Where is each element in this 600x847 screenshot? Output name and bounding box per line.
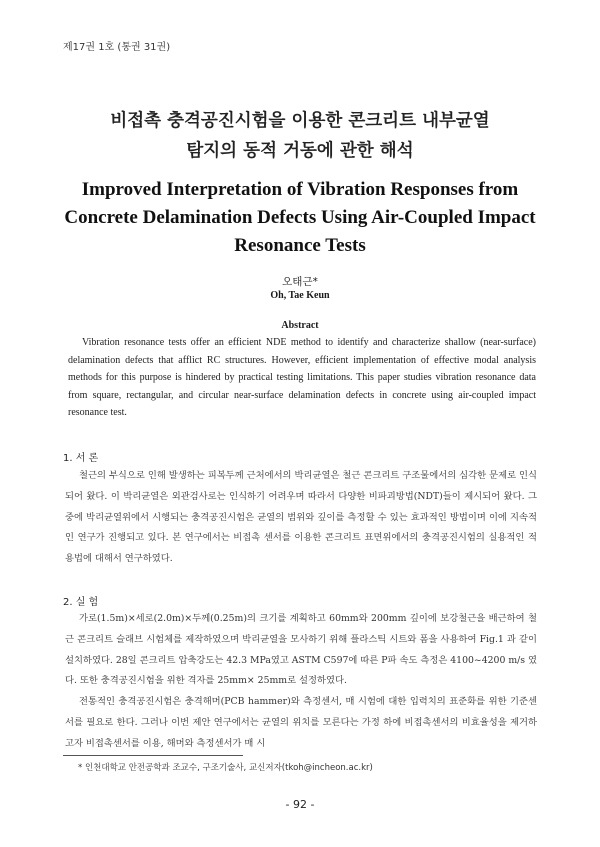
journal-volume-header: 제17권 1호 (통권 31권) — [63, 42, 171, 53]
english-title-line-1: Improved Interpretation of Vibration Responses from — [81, 179, 519, 200]
korean-title-line-1: 비접촉 충격공진시험을 이용한 콘크리트 내부균열 — [110, 111, 490, 131]
footnote-divider — [63, 755, 243, 756]
introduction-paragraph: 철근의 부식으로 인해 발생하는 피복두께 근처에서의 박리균열은 철근 콘크리트 구조물에서의 심각한 문제로 인식되어 왔다. 이 박리균열은 외관검사로는 인식하기 어려우며 따라서 다양한 비파괴방법(NDT)들이 제시되어 왔다. 그 중에 박리균열위에서 시행되는 충격공진시험은 균열의 범위와 깊이를 측정할 수 있는 효과적인 방법이며 이에 지속적인 연구가 진행되고 있다. 본 연구에서는 비접촉 센서를 이용한 콘크리트 표면위에서의 충격공진시험의 실용적인 적용법에 대해서 연구하였다. — [65, 470, 537, 565]
english-title-line-3: Resonance Tests — [234, 235, 366, 256]
section-heading-experiment: 2. 실 험 — [63, 597, 99, 608]
english-title-line-2: Concrete Delamination Defects Using Air-Coupled Impact — [64, 207, 536, 228]
abstract-heading: Abstract — [281, 320, 319, 331]
experiment-paragraph-1: 가로(1.5m)×세로(2.0m)×두께(0.25m)의 크기를 계획하고 60mm와 200mm 깊이에 보강철근을 배근하여 철근 콘크리트 슬래브 시험체를 제작하였으며 박리균열을 모사하기 위해 플라스틱 시트와 폼을 사용하여 Fig.1 과 같이 설치하였다. 28일 콘크리트 압축강도는 42.3 MPa였고 ASTM C597에 따른 P파 속도 측정은 4100~4200 m/s 였다. 또한 충격공진시험을 위한 격자를 25mm× 25mm로 설정하였다. — [65, 613, 537, 687]
korean-title-line-2: 탐지의 동적 거동에 관한 해석 — [186, 141, 414, 161]
author-name-english: Oh, Tae Keun — [270, 290, 330, 301]
section-heading-introduction: 1. 서 론 — [63, 453, 99, 464]
experiment-body — [65, 609, 537, 755]
experiment-paragraph-2: 전통적인 충격공진시험은 충격해머(PCB hammer)와 측정센서, 매 시험에 대한 입력치의 표준화를 위한 기준센서를 필요로 한다. 그러나 이번 제안 연구에서는 균열의 위치를 모른다는 가정 하에 비접촉센서의 비효율성을 제거하고자 비접촉센서를 이용, 해머와 측정센서가 매 시 — [65, 696, 537, 749]
abstract-text: Vibration resonance tests offer an efficient NDE method to identify and characterize shallow (near-surface) delamination defects that afflict RC structures. However, efficient implementation of effective modal analysis methods for this purpose is hindered by practical testing limitations. This paper studies vibration resonance data from square, rectangular, and circular near-surface delamination defects in concrete using air-coupled impact resonance test. — [68, 337, 536, 418]
introduction-body — [65, 466, 537, 570]
author-name-korean: 오태근* — [282, 276, 318, 288]
author-footnote: * 인천대학교 안전공학과 조교수, 구조기술사, 교신저자(tkoh@incheon.ac.kr) — [78, 763, 373, 773]
page-number: - 92 - — [285, 798, 315, 811]
